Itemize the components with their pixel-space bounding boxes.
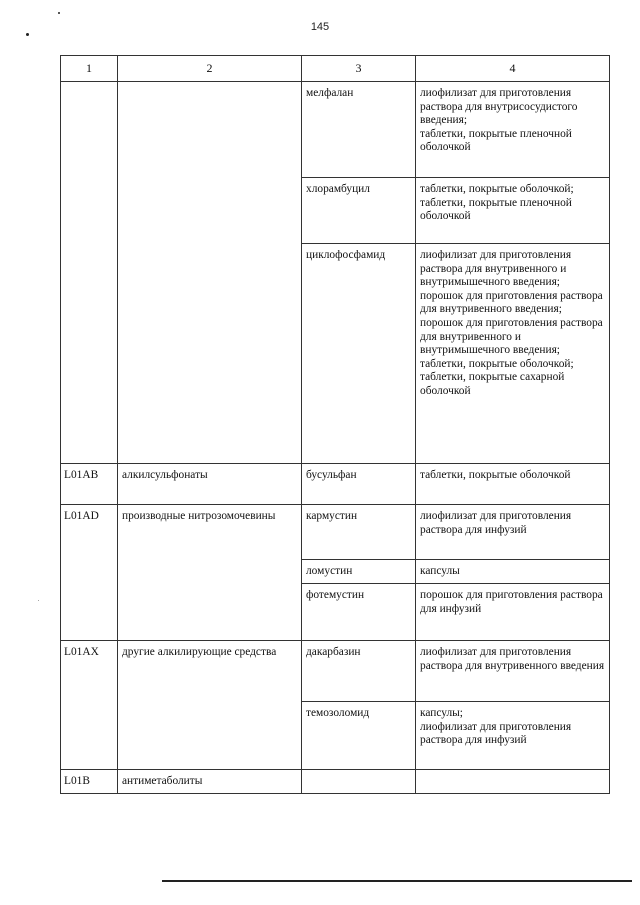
group-name-cell: алкилсульфонаты	[118, 464, 302, 505]
dosage-form-cell	[416, 244, 610, 464]
column-header: 2	[118, 56, 302, 82]
dosage-form: лиофилизат для приготовления раствора для инфузий	[420, 720, 572, 747]
dosage-form: капсулы;	[420, 707, 463, 719]
drug-name-cell: кармустин	[302, 505, 416, 560]
dosage-form: порошок для приготовления раствора для инфузий	[420, 589, 603, 615]
group-name-cell	[118, 82, 302, 464]
dosage-form: лиофилизат для приготовления раствора для внутривенного и внутримышечного введения;	[420, 249, 572, 289]
dosage-form: лиофилизат для приготовления раствора для внутривенного введения	[420, 646, 605, 672]
drug-name-cell: мелфалан	[302, 82, 416, 178]
scan-speck	[26, 33, 29, 36]
drug-name-cell: дакарбазин	[302, 641, 416, 702]
dosage-form-cell	[416, 178, 610, 244]
dosage-form: таблетки, покрытые сахарной оболочкой	[420, 371, 565, 397]
table-row	[61, 464, 610, 505]
dosage-form-cell	[416, 584, 610, 641]
dosage-form-cell	[416, 505, 610, 560]
dosage-form: таблетки, покрытые пленочной оболочкой	[420, 196, 572, 223]
drug-name-cell: ломустин	[302, 560, 416, 584]
dosage-form-cell	[416, 464, 610, 505]
atc-code-cell: L01AD	[61, 505, 118, 641]
drug-name-cell: темозоломид	[302, 702, 416, 770]
table-row	[61, 82, 610, 178]
dosage-form-cell	[416, 770, 610, 794]
table-row	[61, 641, 610, 702]
table-row	[61, 505, 610, 560]
group-name-cell: другие алкилирующие средства	[118, 641, 302, 770]
dosage-form: капсулы	[420, 565, 460, 577]
group-name-cell: производные нитрозомочевины	[118, 505, 302, 641]
column-header: 4	[416, 56, 610, 82]
drug-name-cell: фотемустин	[302, 584, 416, 641]
dosage-form: таблетки, покрытые оболочкой	[420, 469, 571, 481]
dosage-form: порошок для приготовления раствора для внутривенного введения;	[420, 289, 603, 316]
column-header: 1	[61, 56, 118, 82]
scan-speck	[58, 12, 60, 14]
drug-name-cell: циклофосфамид	[302, 244, 416, 464]
group-name-cell: антиметаболиты	[118, 770, 302, 794]
dosage-form: таблетки, покрытые пленочной оболочкой	[420, 127, 572, 154]
atc-code-cell	[61, 82, 118, 464]
drug-name-cell: бусульфан	[302, 464, 416, 505]
table-body	[61, 56, 610, 794]
dosage-form: лиофилизат для приготовления раствора для инфузий	[420, 510, 572, 536]
dosage-form: таблетки, покрытые оболочкой;	[420, 183, 574, 195]
dosage-form: порошок для приготовления раствора для внутривенного и внутримышечного введения;	[420, 316, 603, 357]
dosage-form: лиофилизат для приготовления раствора для внутрисосудистого введения;	[420, 87, 578, 127]
drug-table	[60, 55, 610, 794]
header-row	[61, 56, 610, 82]
dosage-form-cell	[416, 641, 610, 702]
dosage-form-cell	[416, 82, 610, 178]
table-row	[61, 770, 610, 794]
atc-code-cell: L01AB	[61, 464, 118, 505]
page-number: 145	[310, 21, 330, 33]
atc-code-cell: L01B	[61, 770, 118, 794]
atc-code-cell: L01AX	[61, 641, 118, 770]
drug-name-cell: хлорамбуцил	[302, 178, 416, 244]
drug-name-cell	[302, 770, 416, 794]
dosage-form: таблетки, покрытые оболочкой;	[420, 357, 574, 370]
column-header: 3	[302, 56, 416, 82]
footer-rule	[162, 880, 632, 882]
dosage-form-cell	[416, 702, 610, 770]
scan-speck	[38, 600, 39, 601]
dosage-form-cell	[416, 560, 610, 584]
